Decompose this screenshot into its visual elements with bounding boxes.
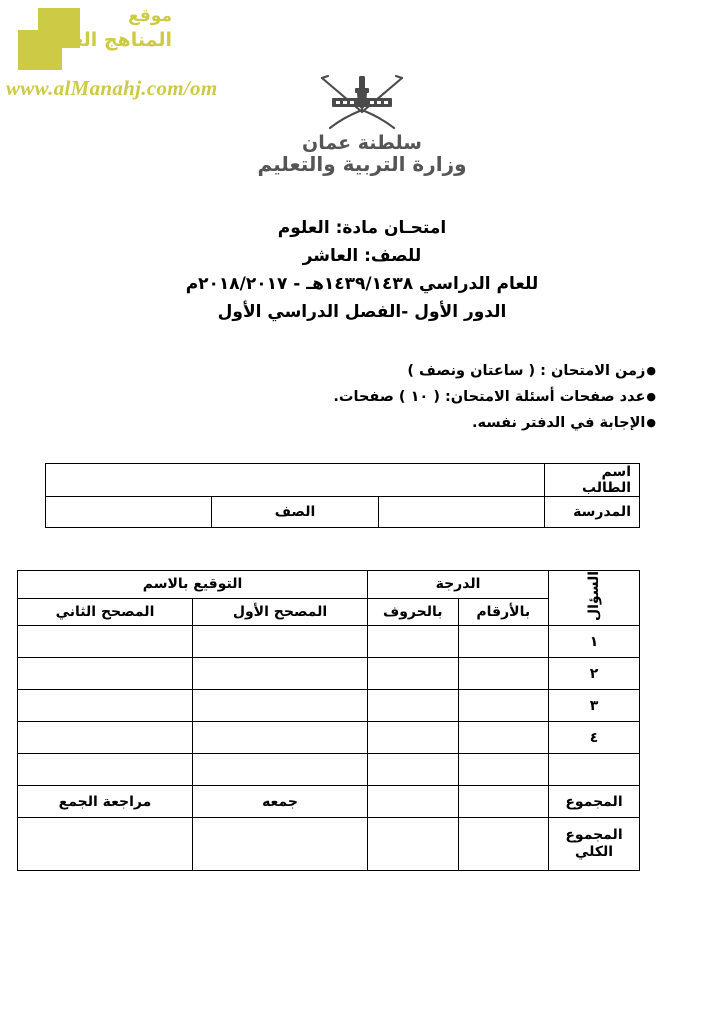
school-label: المدرسة: [545, 497, 640, 528]
table-header-row: [18, 571, 640, 599]
total-letters-cell[interactable]: [368, 786, 459, 818]
first-marker-cell[interactable]: [193, 658, 368, 690]
total-first-marker-cell[interactable]: جمعه: [193, 786, 368, 818]
grand-total-second-marker-cell[interactable]: [18, 818, 193, 871]
watermark-line-1: موقع: [128, 6, 172, 26]
exam-term-line: الدور الأول -الفصل الدراسي الأول: [217, 302, 507, 322]
table-row: [18, 658, 640, 690]
score-letters-cell[interactable]: [368, 658, 459, 690]
first-marker-cell[interactable]: [193, 690, 368, 722]
table-header-row: [18, 598, 640, 626]
signature-group-header: التوقيع بالاسم: [18, 571, 368, 599]
grand-total-digits-cell[interactable]: [458, 818, 549, 871]
question-column-header-label: السؤال: [586, 571, 602, 622]
country-name: سلطنة عمان: [302, 132, 422, 154]
watermark-line-2: المناهج العمانية: [26, 29, 172, 51]
grand-total-letters-cell[interactable]: [368, 818, 459, 871]
student-info-table: [45, 463, 640, 528]
watermark-url: www.alManahj.com/om: [6, 76, 218, 100]
total-label: المجموع: [549, 786, 640, 818]
exam-note-page-count: ● عدد صفحات أسئلة الامتحان: ( ١٠ ) صفحات.: [333, 384, 656, 410]
class-field[interactable]: [46, 497, 212, 528]
total-digits-cell[interactable]: [458, 786, 549, 818]
grand-total-row: [18, 818, 640, 871]
table-row: [18, 754, 640, 786]
second-marker-cell[interactable]: [18, 754, 193, 786]
score-group-header: الدرجة: [368, 571, 549, 599]
second-marker-cell[interactable]: [18, 658, 193, 690]
exam-note-duration: ● زمن الامتحان : ( ساعتان ونصف ): [333, 358, 656, 384]
table-row: [18, 690, 640, 722]
score-letters-cell[interactable]: [368, 690, 459, 722]
question-number: ٤: [549, 722, 640, 754]
student-name-field[interactable]: [46, 464, 545, 497]
first-marker-cell[interactable]: [193, 754, 368, 786]
grand-total-label-line1: المجموع: [565, 827, 623, 844]
exam-notes-list: [333, 358, 656, 436]
class-label: الصف: [212, 497, 378, 528]
exam-year-line: للعام الدراسي ١٤٣٩/١٤٣٨هـ - ٢٠١٨/٢٠١٧م: [185, 274, 539, 294]
oman-national-emblem-icon: [310, 72, 414, 138]
score-letters-cell[interactable]: [368, 626, 459, 658]
score-digits-cell[interactable]: [458, 722, 549, 754]
table-row: [18, 722, 640, 754]
first-marker-header: المصحح الأول: [193, 598, 368, 626]
grand-total-label: [549, 818, 640, 871]
school-field[interactable]: [378, 497, 544, 528]
table-row: [46, 497, 640, 528]
question-column-header: [549, 571, 640, 626]
document-header: [0, 72, 724, 175]
first-marker-cell[interactable]: [193, 722, 368, 754]
second-marker-cell[interactable]: [18, 722, 193, 754]
exam-grade-line: للصف: العاشر: [302, 246, 422, 266]
question-number: [549, 754, 640, 786]
second-marker-cell[interactable]: [18, 626, 193, 658]
question-number: ١: [549, 626, 640, 658]
grand-total-first-marker-cell[interactable]: [193, 818, 368, 871]
score-digits-cell[interactable]: [458, 626, 549, 658]
score-letters-cell[interactable]: [368, 722, 459, 754]
score-digits-cell[interactable]: [458, 754, 549, 786]
score-digits-header: بالأرقام: [458, 598, 549, 626]
total-second-marker-cell[interactable]: مراجعة الجمع: [18, 786, 193, 818]
score-digits-cell[interactable]: [458, 690, 549, 722]
score-letters-header: بالحروف: [368, 598, 459, 626]
table-row: [46, 464, 640, 497]
grand-total-label-line2: الكلي: [574, 844, 614, 861]
student-name-label: اسم الطالب: [545, 464, 640, 497]
question-number: ٢: [549, 658, 640, 690]
question-number: ٣: [549, 690, 640, 722]
score-digits-cell[interactable]: [458, 658, 549, 690]
exam-title-block: [0, 214, 724, 326]
total-row: [18, 786, 640, 818]
first-marker-cell[interactable]: [193, 626, 368, 658]
grades-table: [17, 570, 640, 871]
table-row: [18, 626, 640, 658]
ministry-name: وزارة التربية والتعليم: [257, 151, 467, 176]
exam-note-answer-location: ● الإجابة في الدفتر نفسه.: [333, 410, 656, 436]
score-letters-cell[interactable]: [368, 754, 459, 786]
second-marker-cell[interactable]: [18, 690, 193, 722]
second-marker-header: المصحح الثاني: [18, 598, 193, 626]
exam-subject-line: امتحـان مادة: العلوم: [277, 218, 447, 238]
